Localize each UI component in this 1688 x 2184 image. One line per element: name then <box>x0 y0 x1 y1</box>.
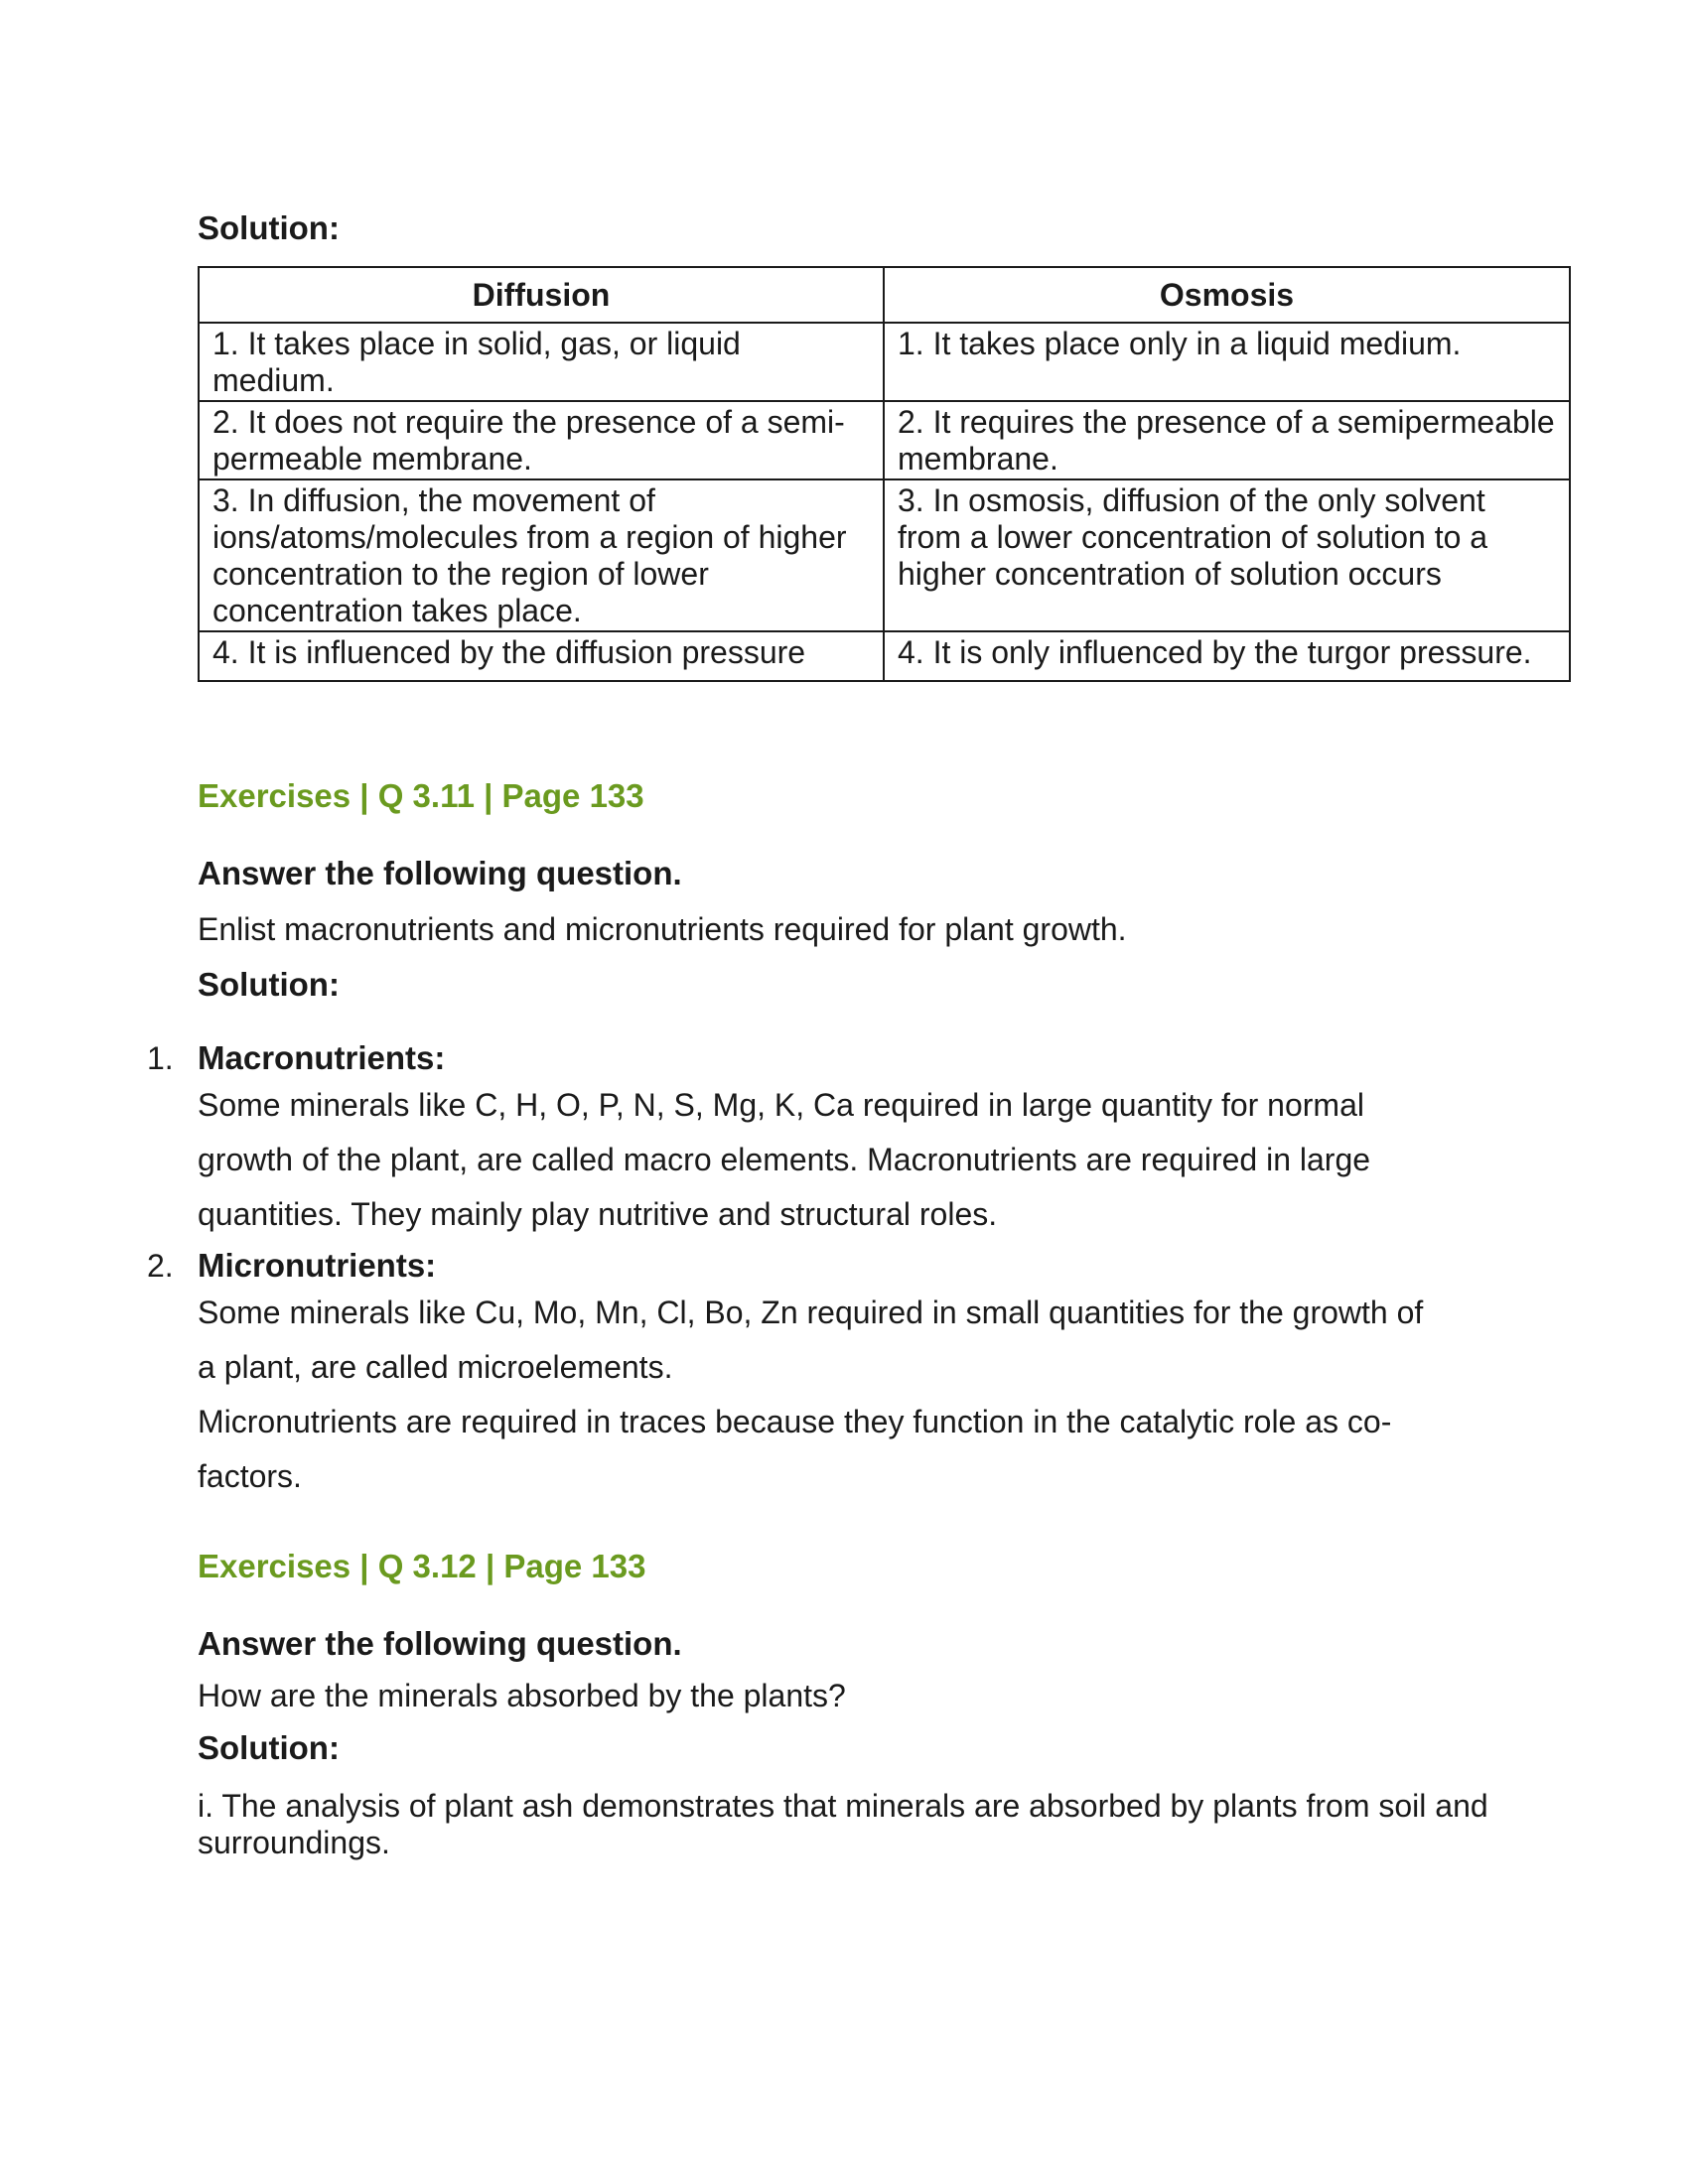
exercise-heading: Exercises | Q 3.11 | Page 133 <box>198 777 644 814</box>
list-marker: 2. <box>147 1248 174 1284</box>
list-item-line: factors. <box>198 1458 302 1494</box>
instruction-label: Answer the following question. <box>198 1625 682 1662</box>
list-item-line: growth of the plant, are called macro elements. Macronutrients are required in large <box>198 1142 1371 1177</box>
table-cell: 4. It is influenced by the diffusion pressure <box>199 631 884 681</box>
question-text: Enlist macronutrients and micronutrients required for plant growth. <box>198 911 1127 947</box>
top-solution-section <box>198 208 1568 682</box>
list-item-title: Micronutrients: <box>198 1247 437 1284</box>
table-cell: 1. It takes place only in a liquid medium. <box>884 323 1570 401</box>
table-row <box>199 323 1570 401</box>
q3-12-question-block <box>198 1624 1568 1861</box>
nutrient-list <box>0 1038 1549 1504</box>
table-cell: 2. It requires the presence of a semipermeable membrane. <box>884 401 1570 479</box>
list-item-line: Micronutrients are required in traces because they function in the catalytic role as co- <box>198 1404 1392 1439</box>
instruction-label: Answer the following question. <box>198 855 682 891</box>
table-cell: 3. In osmosis, diffusion of the only solvent from a lower concentration of solution to a higher concentration of solution occurs <box>884 479 1570 631</box>
list-item-line: Some minerals like C, H, O, P, N, S, Mg, K, Ca required in large quantity for normal <box>198 1087 1364 1123</box>
list-marker: 1. <box>147 1040 174 1076</box>
list-item <box>0 1246 1549 1504</box>
table-cell: 4. It is only influenced by the turgor pressure. <box>884 631 1570 681</box>
answer-text: i. The analysis of plant ash demonstrates that minerals are absorbed by plants from soil and surroundings. <box>198 1788 1488 1860</box>
list-item <box>0 1038 1549 1242</box>
exercise-q3-12-heading <box>198 1547 1568 1586</box>
list-item-title: Macronutrients: <box>198 1039 446 1076</box>
exercise-q3-11-heading <box>198 776 1568 816</box>
solution-label: Solution: <box>198 1729 340 1766</box>
table-row <box>199 479 1570 631</box>
q3-11-question-block <box>198 854 1568 1005</box>
solution-label: Solution: <box>198 966 340 1003</box>
list-item-line: a plant, are called microelements. <box>198 1349 673 1385</box>
table-row <box>199 401 1570 479</box>
table-header-osmosis: Osmosis <box>884 267 1570 323</box>
table-header-row <box>199 267 1570 323</box>
diffusion-osmosis-table <box>198 266 1571 682</box>
table-row <box>199 631 1570 681</box>
table-header-diffusion: Diffusion <box>199 267 884 323</box>
question-text: How are the minerals absorbed by the plants? <box>198 1678 846 1713</box>
list-item-line: quantities. They mainly play nutritive and structural roles. <box>198 1196 998 1232</box>
table-cell: 2. It does not require the presence of a semi-permeable membrane. <box>199 401 884 479</box>
exercise-heading: Exercises | Q 3.12 | Page 133 <box>198 1548 646 1584</box>
solution-label: Solution: <box>198 209 340 246</box>
table-cell: 1. It takes place in solid, gas, or liquid medium. <box>199 323 884 401</box>
list-item-line: Some minerals like Cu, Mo, Mn, Cl, Bo, Zn required in small quantities for the growth of <box>198 1295 1424 1330</box>
table-cell: 3. In diffusion, the movement of ions/atoms/molecules from a region of higher concentration to the region of lower concentration takes place. <box>199 479 884 631</box>
